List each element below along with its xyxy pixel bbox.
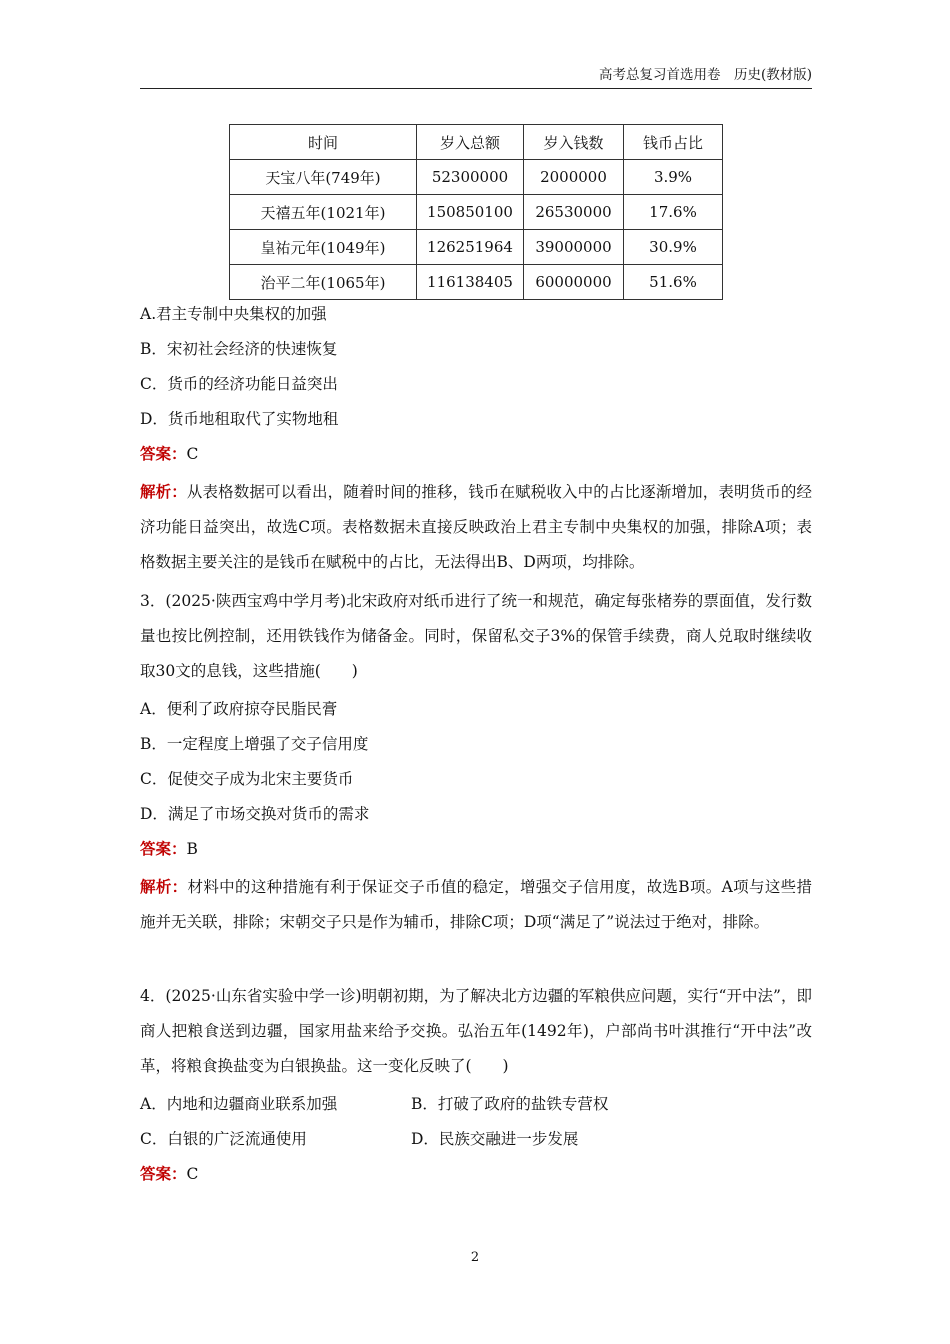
table-cell: 30.9% bbox=[624, 230, 723, 265]
table-row bbox=[230, 195, 723, 230]
table-header-cell: 钱币占比 bbox=[624, 125, 723, 160]
q2-option-d: D．货币地租取代了实物地租 bbox=[140, 410, 339, 428]
analysis-label: 解析： bbox=[140, 877, 188, 896]
page-number: 2 bbox=[470, 1250, 480, 1265]
table-cell: 52300000 bbox=[417, 160, 524, 195]
q2-option-b: B．宋初社会经济的快速恢复 bbox=[140, 340, 338, 358]
table-cell: 39000000 bbox=[524, 230, 624, 265]
table-cell: 天宝八年(749年) bbox=[230, 160, 417, 195]
table-cell: 3.9% bbox=[624, 160, 723, 195]
table-header-row bbox=[230, 125, 723, 160]
q4-option-c: C．白银的广泛流通使用 bbox=[140, 1130, 307, 1148]
q2-answer bbox=[140, 444, 198, 464]
table-cell: 116138405 bbox=[417, 265, 524, 300]
analysis-label: 解析： bbox=[140, 482, 187, 501]
answer-label: 答案： bbox=[140, 1164, 187, 1183]
answer-label: 答案： bbox=[140, 839, 187, 858]
analysis-text: 材料中的这种措施有利于保证交子币值的稳定，增强交子信用度，故选B项。A项与这些措施并无关联，排除；宋朝交子只是作为辅币，排除C项；D项“满足了”说法过于绝对，排除。 bbox=[140, 878, 812, 931]
q3-stem: 3．(2025·陕西宝鸡中学月考)北宋政府对纸币进行了统一和规范，确定每张楮券的票面值，发行数量也按比例控制，还用铁钱作为储备金。同时，保留私交子3%的保管手续费，商人兑取时继续收取30文的息钱，这些措施( ) bbox=[140, 592, 812, 680]
header-title: 高考总复习首选用卷 历史(教材版) bbox=[598, 67, 812, 83]
table-cell: 126251964 bbox=[417, 230, 524, 265]
analysis-text: 从表格数据可以看出，随着时间的推移，钱币在赋税收入中的占比逐渐增加，表明货币的经济功能日益突出，故选C项。表格数据未直接反映政治上君主专制中央集权的加强，排除A项；表格数据主要关注的是钱币在赋税中的占比，无法得出B、D两项，均排除。 bbox=[140, 483, 812, 571]
table-row bbox=[230, 160, 723, 195]
q2-option-c: C．货币的经济功能日益突出 bbox=[140, 375, 338, 393]
q4-stem: 4．(2025·山东省实验中学一诊)明朝初期，为了解决北方边疆的军粮供应问题，实行“开中法”，即商人把粮食送到边疆，国家用盐来给予交换。弘治五年(1492年)，户部尚书叶淇推行“开中法”改革，将粮食换盐变为白银换盐。这一变化反映了( ) bbox=[140, 987, 812, 1075]
q3-option-b: B．一定程度上增强了交子信用度 bbox=[140, 735, 369, 753]
table-cell: 17.6% bbox=[624, 195, 723, 230]
q3-analysis bbox=[140, 869, 812, 940]
table-header-cell: 时间 bbox=[230, 125, 417, 160]
revenue-table bbox=[229, 124, 723, 300]
table-header-cell: 岁入钱数 bbox=[524, 125, 624, 160]
q4-option-a: A．内地和边疆商业联系加强 bbox=[140, 1095, 338, 1113]
table-cell: 天禧五年(1021年) bbox=[230, 195, 417, 230]
table-row bbox=[230, 265, 723, 300]
table-cell: 51.6% bbox=[624, 265, 723, 300]
q4-option-d: D．民族交融进一步发展 bbox=[411, 1130, 579, 1148]
table-cell: 治平二年(1065年) bbox=[230, 265, 417, 300]
q3-option-d: D．满足了市场交换对货币的需求 bbox=[140, 805, 370, 823]
table-cell: 2000000 bbox=[524, 160, 624, 195]
table-cell: 150850100 bbox=[417, 195, 524, 230]
page-header bbox=[140, 66, 812, 89]
q2-option-a: A.君主专制中央集权的加强 bbox=[140, 305, 327, 323]
q2-analysis bbox=[140, 474, 812, 580]
q3-answer bbox=[140, 839, 198, 859]
answer-value: C bbox=[186, 445, 199, 463]
table-cell: 皇祐元年(1049年) bbox=[230, 230, 417, 265]
table-row bbox=[230, 230, 723, 265]
q4-answer bbox=[140, 1164, 198, 1184]
q3-option-c: C．促使交子成为北宋主要货币 bbox=[140, 770, 354, 788]
answer-label: 答案： bbox=[140, 444, 187, 463]
table-cell: 26530000 bbox=[524, 195, 624, 230]
table-header-cell: 岁入总额 bbox=[417, 125, 524, 160]
q3-option-a: A．便利了政府掠夺民脂民膏 bbox=[140, 700, 338, 718]
answer-value: C bbox=[186, 1165, 199, 1183]
table-cell: 60000000 bbox=[524, 265, 624, 300]
q4-option-b: B．打破了政府的盐铁专营权 bbox=[411, 1095, 609, 1113]
answer-value: B bbox=[186, 840, 198, 858]
